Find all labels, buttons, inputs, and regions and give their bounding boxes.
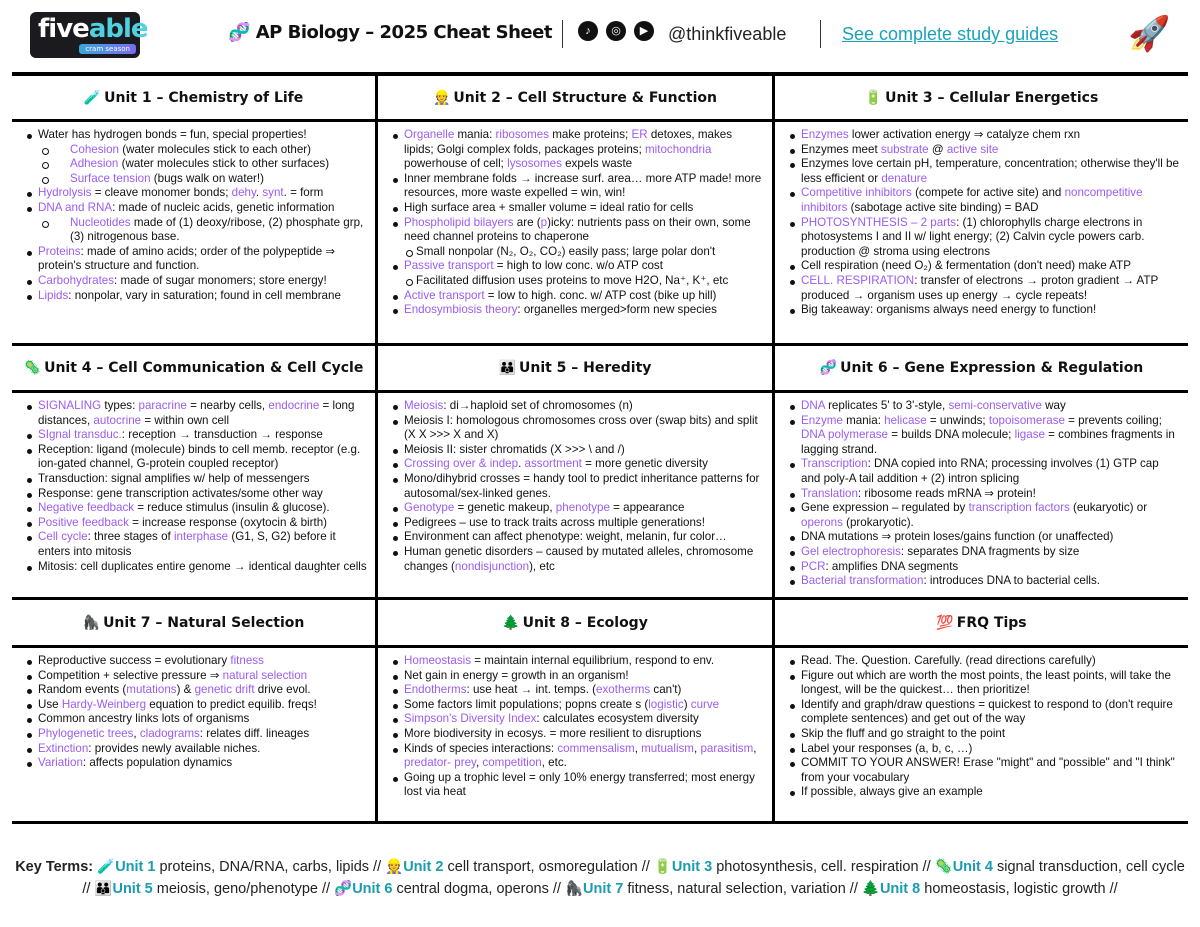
key-term: p: [540, 215, 548, 229]
list-item: Transcription: DNA copied into RNA; processing involves (1) GTP cap and poly-A tail addition + (2) intron splicing: [789, 457, 1180, 486]
bullet-list: [789, 128, 1180, 318]
key-term: substrate: [880, 142, 929, 156]
unit-header: [12, 600, 378, 648]
unit-content: [378, 393, 775, 600]
key-term: cladograms: [139, 726, 200, 740]
unit-content: [12, 648, 378, 824]
list-item: Passive transport = high to low conc. w/o ATP cost: [392, 259, 764, 274]
divider: [820, 20, 821, 48]
list-item: Negative feedback = reduce stimulus (insulin & glucose).: [26, 501, 367, 516]
unit-terms: homeostasis, logistic growth //: [920, 881, 1118, 897]
unit-terms: signal transduction, cell cycle //: [82, 859, 1185, 897]
key-term: semi-conservative: [948, 399, 1042, 412]
logo-text-accent: able: [88, 14, 148, 44]
unit-label: Unit 6: [352, 881, 393, 897]
list-item: PCR: amplifies DNA segments: [789, 560, 1180, 575]
youtube-icon[interactable]: ▶: [634, 21, 654, 41]
key-term: Phospholipid bilayers: [404, 215, 514, 229]
key-term: active site: [946, 142, 999, 156]
unit-header: [12, 76, 378, 122]
list-item: Simpson's Diversity Index: calculates ecosystem diversity: [392, 712, 764, 727]
list-item: SIGNALING types: paracrine = nearby cells, endocrine = long distances, autocrine = within own cell: [26, 399, 367, 428]
list-item: Label your responses (a, b, c, …): [789, 742, 1180, 757]
unit-header: [12, 346, 378, 393]
list-item: Lipids: nonpolar, vary in saturation; found in cell membrane: [26, 289, 367, 304]
key-term: curve: [690, 697, 720, 711]
list-item: Adhesion (water molecules stick to other surfaces): [26, 157, 367, 172]
key-term: ER: [631, 128, 648, 141]
unit-content: [378, 648, 775, 824]
list-item: Competition + selective pressure ⇒ natural selection: [26, 669, 367, 684]
unit-icon: 🌲: [502, 614, 520, 631]
list-item: Active transport = low to high. conc. w/ ATP cost (bike up hill): [392, 289, 764, 304]
list-item: Hydrolysis = cleave monomer bonds; dehy. synt. = form: [26, 186, 367, 201]
list-item: Meiosis I: homologous chromosomes cross over (swap bits) and split (X X >>> X and X): [392, 414, 764, 443]
list-item: Small nonpolar (N₂, O₂, CO₂) easily pass; large polar don't: [392, 245, 764, 260]
unit-terms: photosynthesis, cell. respiration //: [712, 859, 935, 875]
unit-icon: 🌲: [861, 881, 880, 897]
key-term: PHOTOSYNTHESIS – 2 parts: [801, 215, 957, 229]
list-item: Enzymes lower activation energy ⇒ catalyze chem rxn: [789, 128, 1180, 143]
list-item: Pedigrees – use to track traits across multiple generations!: [392, 516, 764, 531]
list-item: Figure out which are worth the most points, the least points, will take the longest, will be the quickest… then prioritize!: [789, 669, 1180, 698]
key-term: mutations: [126, 683, 177, 697]
unit-icon: 🦠: [934, 859, 953, 875]
key-term: Competitive inhibitors: [801, 186, 912, 200]
key-term: Translation: [801, 486, 858, 500]
list-item: Phospholipid bilayers are (p)icky: nutrients pass on their own, some need channel proteins to chaperone: [392, 216, 764, 245]
social-handle: @thinkfiveable: [668, 24, 787, 44]
unit-header: [378, 346, 775, 393]
key-term: operons: [801, 515, 843, 529]
unit-title: Unit 3 – Cellular Energetics: [885, 89, 1099, 106]
unit-label: Unit 5: [112, 881, 153, 897]
list-item: Cell cycle: three stages of interphase (G1, S, G2) before it enters into mitosis: [26, 530, 367, 559]
key-term: Bacterial transformation: [801, 574, 924, 588]
list-item: More biodiversity in ecosys. = more resilient to disruptions: [392, 727, 764, 742]
key-term: Hydrolysis: [38, 186, 92, 200]
bullet-list: [26, 128, 367, 303]
social-links: [578, 21, 654, 41]
list-item: Surface tension (bugs walk on water!): [26, 172, 367, 187]
list-item: Phylogenetic trees, cladograms: relates diff. lineages: [26, 727, 367, 742]
unit-terms: central dogma, operons //: [392, 881, 565, 897]
unit-content: [775, 393, 1188, 600]
key-term: Variation: [38, 756, 83, 770]
key-term: Endosymbiosis theory: [404, 303, 518, 317]
key-term: Gel electrophoresis: [801, 544, 901, 558]
bullet-list: [392, 399, 764, 574]
bullet-list: [26, 654, 367, 771]
key-term: natural selection: [222, 668, 308, 682]
key-term: Enzyme: [801, 413, 843, 427]
key-term: competition: [482, 756, 542, 770]
fiveable-logo[interactable]: [30, 12, 148, 58]
unit-label: Unit 4: [952, 859, 993, 875]
key-term: DNA polymerase: [801, 428, 888, 442]
unit-icon: 🧬: [334, 881, 353, 897]
key-term: Adhesion: [70, 157, 119, 171]
unit-terms: proteins, DNA/RNA, carbs, lipids //: [155, 859, 386, 875]
instagram-icon[interactable]: ◎: [606, 21, 626, 41]
key-term: Cell cycle: [38, 530, 88, 544]
key-term: Positive feedback: [38, 515, 129, 529]
list-item: Reproductive success = evolutionary fitness: [26, 654, 367, 669]
key-term: paracrine: [138, 399, 187, 412]
list-item: Going up a trophic level = only 10% energy transferred; most energy lost via heat: [392, 771, 764, 800]
unit-icon: 🧪: [97, 859, 116, 875]
unit-terms: fitness, natural selection, variation //: [623, 881, 862, 897]
key-term: commensalism: [557, 741, 635, 755]
unit-title: Unit 6 – Gene Expression & Regulation: [840, 360, 1144, 376]
unit-header: [775, 76, 1188, 122]
unit-label: Unit 1: [115, 859, 156, 875]
unit-title: Unit 5 – Heredity: [518, 360, 652, 376]
unit-icon: 🦍: [82, 614, 101, 631]
key-term: Passive transport: [404, 259, 494, 273]
unit-icon: 👪: [94, 881, 113, 897]
key-term: Nucleotides: [70, 215, 131, 229]
key-term: Simpson's Diversity Index: [404, 712, 537, 726]
list-item: Kinds of species interactions: commensalism, mutualism, parasitism, predator- prey, competition, etc.: [392, 742, 764, 771]
list-item: Use Hardy-Weinberg equation to predict equilib. freqs!: [26, 698, 367, 713]
list-item: If possible, always give an example: [789, 785, 1180, 800]
key-term: mutualism: [641, 741, 694, 755]
list-item: Endotherms: use heat → int. temps. (exotherms can't): [392, 683, 764, 698]
key-term: lysosomes: [507, 157, 562, 171]
list-item: Meiosis: di→haploid set of chromosomes (n): [392, 399, 764, 414]
unit-icon: 👪: [498, 360, 516, 376]
key-term: helicase: [884, 413, 927, 427]
key-term: assortment: [524, 457, 582, 471]
list-item: Reception: ligand (molecule) binds to cell memb. receptor (e.g. ion-gated channel, G-protein coupled receptor): [26, 443, 367, 472]
list-item: Enzyme mania: helicase = unwinds; topoisomerase = prevents coiling; DNA polymerase = builds DNA molecule; ligase = combines fragments in lagging strand.: [789, 414, 1180, 458]
key-term: predator- prey: [404, 756, 476, 770]
list-item: Some factors limit populations; popns create s (logistic) curve: [392, 698, 764, 713]
tiktok-icon[interactable]: ♪: [578, 21, 598, 41]
key-term: Lipids: [38, 288, 69, 302]
list-item: Cell respiration (need O₂) & fermentation (don't need) make ATP: [789, 259, 1180, 274]
unit-icon: 🧬: [819, 360, 838, 376]
list-item: Variation: affects population dynamics: [26, 756, 367, 771]
unit-title: FRQ Tips: [956, 614, 1027, 631]
unit-terms: cell transport, osmoregulation //: [443, 859, 654, 875]
list-item: Crossing over & indep. assortment = more genetic diversity: [392, 457, 764, 472]
list-item: Mitosis: cell duplicates entire genome → identical daughter cells: [26, 560, 367, 575]
key-term: Negative feedback: [38, 501, 135, 515]
unit-content: [775, 648, 1188, 824]
unit-title: Unit 7 – Natural Selection: [103, 614, 305, 631]
list-item: Random events (mutations) & genetic drift drive evol.: [26, 683, 367, 698]
key-term: Homeostasis: [404, 654, 472, 667]
key-term: synt: [262, 186, 284, 200]
key-term: genetic drift: [194, 683, 255, 697]
list-item: COMMIT TO YOUR ANSWER! Erase "might" and "possible" and "I think" from your vocabulary: [789, 756, 1180, 785]
bullet-list: [789, 399, 1180, 589]
list-item: Common ancestry links lots of organisms: [26, 712, 367, 727]
unit-label: Unit 7: [583, 881, 624, 897]
key-term: Enzymes: [801, 128, 849, 141]
list-item: Identify and graph/draw questions = quickest to respond to (don't require complete sentences) and get out of the way: [789, 698, 1180, 727]
key-term: DNA: [801, 399, 825, 412]
key-term: Carbohydrates: [38, 273, 115, 287]
key-term: Transcription: [801, 457, 868, 471]
logo-text: five: [38, 14, 89, 44]
divider: [562, 20, 563, 48]
list-item: Inner membrane folds → increase surf. area… more ATP made! more resources, more waste expelled = win, win!: [392, 172, 764, 201]
key-term: logistic: [648, 697, 684, 711]
bullet-list: [392, 128, 764, 318]
key-term: Phylogenetic trees: [38, 726, 134, 740]
unit-header: [378, 600, 775, 648]
key-term: Genotype: [404, 501, 455, 515]
unit-label: Unit 3: [671, 859, 713, 875]
list-item: DNA and RNA: made of nucleic acids, genetic information: [26, 201, 367, 216]
key-term: Meiosis: [404, 399, 444, 412]
unit-header: [775, 346, 1188, 393]
list-item: Organelle mania: ribosomes make proteins; ER detoxes, makes lipids; Golgi complex folds, packages proteins; mitochondria powerhouse of cell; lysosomes expels waste: [392, 128, 764, 172]
list-item: Read. The. Question. Carefully. (read directions carefully): [789, 654, 1180, 669]
unit-icon: 👷: [385, 859, 404, 875]
key-term: Crossing over & indep: [404, 457, 519, 471]
bullet-list: [26, 399, 367, 574]
key-term: SIGNALING: [38, 399, 102, 412]
list-item: Meiosis II: sister chromatids (X >>> \ and /): [392, 443, 764, 458]
page-header: [0, 0, 1200, 70]
unit-icon: 💯: [936, 614, 954, 631]
list-item: Transduction: signal amplifies w/ help of messengers: [26, 472, 367, 487]
key-term: phenotype: [555, 501, 610, 515]
unit-icon: 🧪: [83, 89, 102, 106]
list-item: Gene expression – regulated by transcription factors (eukaryotic) or operons (prokaryotic).: [789, 501, 1180, 530]
list-item: Carbohydrates: made of sugar monomers; store energy!: [26, 274, 367, 289]
unit-title: Unit 4 – Cell Communication & Cell Cycle: [44, 360, 364, 376]
logo-subtitle: cram season: [79, 44, 136, 54]
bullet-list: [789, 654, 1180, 800]
key-term: fitness: [230, 654, 264, 667]
page-title-text: AP Biology – 2025 Cheat Sheet: [255, 22, 552, 43]
list-item: Water has hydrogen bonds = fun, special properties!: [26, 128, 367, 143]
key-term: dehy: [231, 186, 256, 200]
list-item: Response: gene transcription activates/some other way: [26, 487, 367, 502]
key-term: endocrine: [268, 399, 320, 412]
list-item: Extinction: provides newly available niches.: [26, 742, 367, 757]
list-item: Bacterial transformation: introduces DNA to bacterial cells.: [789, 574, 1180, 589]
unit-header: [775, 600, 1188, 648]
key-term: autocrine: [93, 413, 142, 427]
key-terms-label: Key Terms:: [15, 859, 98, 875]
unit-title: Unit 8 – Ecology: [522, 614, 648, 631]
key-terms-footer: [0, 856, 1200, 900]
key-term: Cohesion: [70, 142, 119, 156]
list-item: SIgnal transduc.: reception → transduction → response: [26, 428, 367, 443]
key-term: Hardy-Weinberg: [61, 697, 147, 711]
list-item: DNA replicates 5' to 3'-style, semi-conservative way: [789, 399, 1180, 414]
key-term: exotherms: [596, 683, 651, 697]
key-term: DNA and RNA: [38, 200, 113, 214]
key-term: transcription factors: [968, 501, 1070, 515]
page-title: [228, 22, 552, 43]
bullet-list: [392, 654, 764, 800]
rocket-mascot-icon: 🚀: [1128, 15, 1171, 53]
list-item: Gel electrophoresis: separates DNA fragments by size: [789, 545, 1180, 560]
list-item: Net gain in energy = growth in an organism!: [392, 669, 764, 684]
unit-content: [775, 122, 1188, 346]
key-term: CELL. RESPIRATION: [801, 273, 915, 287]
unit-icon: 👷: [432, 89, 451, 106]
list-item: DNA mutations ⇒ protein loses/gains function (or unaffected): [789, 530, 1180, 545]
unit-icon: 🔋: [864, 89, 883, 106]
list-item: Proteins: made of amino acids; order of the polypeptide ⇒ protein's structure and function.: [26, 245, 367, 274]
list-item: Enzymes meet substrate @ active site: [789, 143, 1180, 158]
list-item: PHOTOSYNTHESIS – 2 parts: (1) chlorophylls charge electrons in photosystems I and II w/ light energy; (2) Calvin cycle powers carb. production @ stroma using electrons: [789, 216, 1180, 260]
unit-header: [378, 76, 775, 122]
key-term: Extinction: [38, 741, 89, 755]
unit-icon: 🔋: [653, 859, 672, 875]
key-term: Proteins: [38, 244, 81, 258]
list-item: Facilitated diffusion uses proteins to move H2O, Na⁺, K⁺, etc: [392, 274, 764, 289]
key-term: interphase: [173, 530, 229, 544]
key-term: PCR: [801, 559, 826, 573]
key-term: SIgnal transduc.: [38, 428, 122, 442]
key-term: ligase: [1014, 428, 1045, 442]
list-item: Homeostasis = maintain internal equilibrium, respond to env.: [392, 654, 764, 669]
key-term: noncompetitive inhibitors: [801, 186, 1143, 214]
list-item: Mono/dihybrid crosses = handy tool to predict inheritance patterns for autosomal/sex-linked genes.: [392, 472, 764, 501]
list-item: High surface area + smaller volume = ideal ratio for cells: [392, 201, 764, 216]
cheat-sheet-grid: [12, 72, 1188, 824]
key-term: Surface tension: [70, 171, 151, 185]
key-term: parasitism: [700, 741, 754, 755]
list-item: Environment can affect phenotype: weight, melanin, fur color…: [392, 530, 764, 545]
key-term: mitochondria: [645, 142, 712, 156]
key-term: ribosomes: [495, 128, 550, 141]
list-item: Human genetic disorders – caused by mutated alleles, chromosome changes (nondisjunction), etc: [392, 545, 764, 574]
unit-terms: meiosis, geno/phenotype //: [152, 881, 335, 897]
list-item: CELL. RESPIRATION: transfer of electrons → proton gradient → ATP produced → organism uses up energy → cycle repeats!: [789, 274, 1180, 303]
unit-icon: 🦠: [23, 360, 42, 376]
unit-content: [12, 122, 378, 346]
list-item: Positive feedback = increase response (oxytocin & birth): [26, 516, 367, 531]
key-term: topoisomerase: [988, 413, 1065, 427]
dna-icon: 🧬: [228, 22, 250, 43]
list-item: Big takeaway: organisms always need energy to function!: [789, 303, 1180, 318]
list-item: Endosymbiosis theory: organelles merged>form new species: [392, 303, 764, 318]
list-item: Translation: ribosome reads mRNA ⇒ protein!: [789, 487, 1180, 502]
unit-content: [378, 122, 775, 346]
key-term: Endotherms: [404, 683, 467, 697]
list-item: Competitive inhibitors (compete for active site) and noncompetitive inhibitors (sabotage active site binding) = BAD: [789, 186, 1180, 215]
study-guides-link[interactable]: See complete study guides: [842, 24, 1059, 44]
key-term: Active transport: [404, 288, 485, 302]
unit-content: [12, 393, 378, 600]
key-term: nondisjunction: [454, 559, 530, 573]
unit-icon: 🦍: [564, 881, 584, 897]
key-term: Organelle: [404, 128, 455, 141]
key-term: denature: [881, 171, 928, 185]
list-item: Cohesion (water molecules stick to each other): [26, 143, 367, 158]
unit-title: Unit 1 – Chemistry of Life: [104, 89, 304, 106]
list-item: Nucleotides made of (1) deoxy/ribose, (2) phosphate grp, (3) nitrogenous base.: [26, 216, 367, 245]
unit-label: Unit 2: [403, 859, 444, 875]
list-item: Skip the fluff and go straight to the point: [789, 727, 1180, 742]
unit-title: Unit 2 – Cell Structure & Function: [453, 89, 717, 106]
list-item: Enzymes love certain pH, temperature, concentration; otherwise they'll be less efficient or denature: [789, 157, 1180, 186]
list-item: Genotype = genetic makeup, phenotype = appearance: [392, 501, 764, 516]
unit-label: Unit 8: [879, 881, 921, 897]
